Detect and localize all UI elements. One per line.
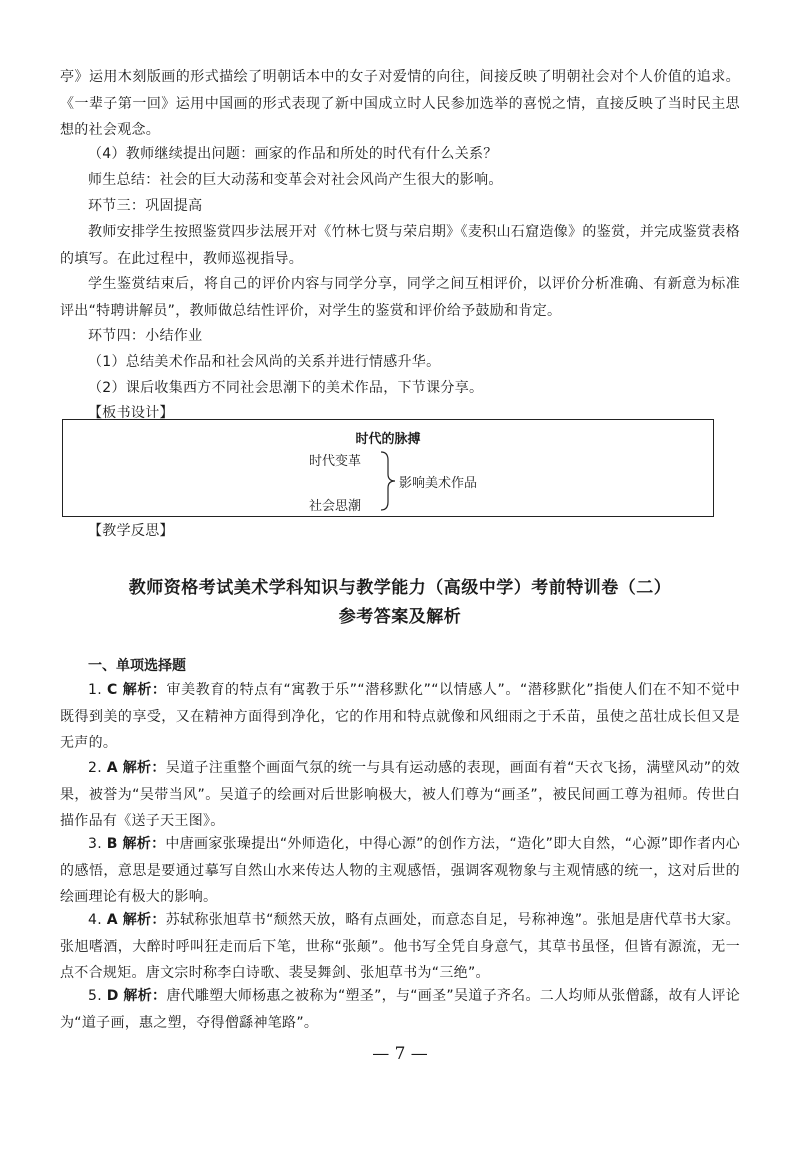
paragraph-appreciation: 教师安排学生按照鉴赏四步法展开对《竹林七贤与荣启期》《麦积山石窟造像》的鉴赏，并完成鉴赏表格的填写。在此过程中，教师巡视指导。	[60, 224, 740, 267]
answer-item	[60, 677, 740, 757]
answer-choice: A	[106, 912, 118, 928]
answer-choice: C	[107, 682, 118, 698]
board-item-era-change: 时代变革	[309, 454, 362, 469]
board-item-social-trend: 社会思潮	[309, 499, 362, 514]
answer-number: 2.	[88, 760, 102, 776]
board-design-box	[62, 419, 714, 517]
answer-text: 中唐画家张璪提出“外师造化，中得心源”的创作方法，“造化”即大自然，“心源”即作者内心的感悟，意思是要通过摹写自然山水来传达人物的主观感悟，强调客观物象与主观情感的统一，这对后世的绘画理论有极大的影响。	[60, 836, 740, 905]
page-number: — 7 —	[372, 1044, 428, 1064]
answer-number: 3.	[88, 836, 102, 852]
paragraph-sharing: 学生鉴赏结束后，将自己的评价内容与同学分享，同学之间互相评价，以评价分析准确、有新意为标准评出“特聘讲解员”，教师做总结性评价，对学生的鉴赏和评价给予鼓励和肯定。	[60, 276, 740, 319]
answer-text: 审美教育的特点有“寓教于乐”“潜移默化”“以情感人”。“潜移默化”指使人们在不知不觉中既得到美的享受，又在精神方面得到净化，它的作用和特点就像和风细雨之于禾苗，虽使之茁壮成长但又是无声的。	[60, 682, 740, 751]
answer-item	[60, 831, 740, 911]
answer-number: 5.	[88, 988, 102, 1004]
answer-choice: B	[106, 836, 118, 852]
answer-number: 4.	[88, 912, 102, 928]
answers-title: 参考答案及解析	[338, 607, 462, 627]
paragraph-step-4: 环节四：小结作业	[88, 328, 203, 344]
answer-text: 吴道子注重整个画面气氛的统一与具有运动感的表现，画面有着“天衣飞扬，满壁风动”的效果，被誉为“吴带当风”。吴道子的绘画对后世影响极大，被人们尊为“画圣”，被民间画工尊为祖师。传世白描作品有《送子天王图》。	[60, 760, 740, 829]
answer-label: 解析：	[122, 836, 166, 852]
board-title: 时代的脉搏	[355, 432, 421, 447]
answer-label: 解析：	[122, 760, 166, 776]
answer-item	[60, 755, 740, 835]
answer-item	[60, 907, 740, 987]
paragraph-homework-2: （2）课后收集西方不同社会思潮下的美术作品，下节课分享。	[88, 380, 484, 396]
answer-label: 解析：	[122, 682, 167, 698]
answer-item	[60, 983, 740, 1036]
teaching-reflection-label: 【教学反思】	[88, 523, 174, 539]
answer-number: 1.	[88, 682, 102, 698]
answer-text: 苏轼称张旭草书“颓然天放，略有点画处，而意态自足，号称神逸”。张旭是唐代草书大家。张旭嗜酒，大醉时呼叫狂走而后下笔，世称“张颠”。他书写全凭自身意气，其草书虽怪，但皆有源流，无一点不合规矩。唐文宗时称李白诗歌、裴旻舞剑、张旭草书为“三绝”。	[60, 912, 740, 981]
answer-label: 解析：	[123, 988, 167, 1004]
paragraph-continued: 亭》运用木刻版画的形式描绘了明朝话本中的女子对爱情的向往，间接反映了明朝社会对个人价值的追求。《一辈子第一回》运用中国画的形式表现了新中国成立时人民参加选举的喜悦之情，直接反映了当时民主思想的社会观念。	[60, 69, 740, 138]
exam-title: 教师资格考试美术学科知识与教学能力（高级中学）考前特训卷（二）	[128, 578, 672, 598]
answer-choice: D	[106, 988, 119, 1004]
answer-label: 解析：	[122, 912, 166, 928]
paragraph-homework-1: （1）总结美术作品和社会风尚的关系并进行情感升华。	[88, 354, 441, 370]
paragraph-step-3: 环节三：巩固提高	[88, 198, 203, 214]
section-heading: 一、单项选择题	[88, 658, 186, 674]
answer-choice: A	[106, 760, 118, 776]
board-design-label: 【板书设计】	[88, 405, 174, 421]
board-item-influence: 影响美术作品	[399, 476, 478, 491]
paragraph-summary: 师生总结：社会的巨大动荡和变革会对社会风尚产生很大的影响。	[88, 172, 503, 188]
answer-text: 唐代雕塑大师杨惠之被称为“塑圣”，与“画圣”吴道子齐名。二人均师从张僧繇，故有人评论为“道子画，惠之塑，夺得僧繇神笔路”。	[60, 988, 740, 1031]
right-brace-icon	[379, 450, 397, 512]
paragraph-question-4: （4）教师继续提出问题：画家的作品和所处的时代有什么关系？	[88, 146, 498, 162]
